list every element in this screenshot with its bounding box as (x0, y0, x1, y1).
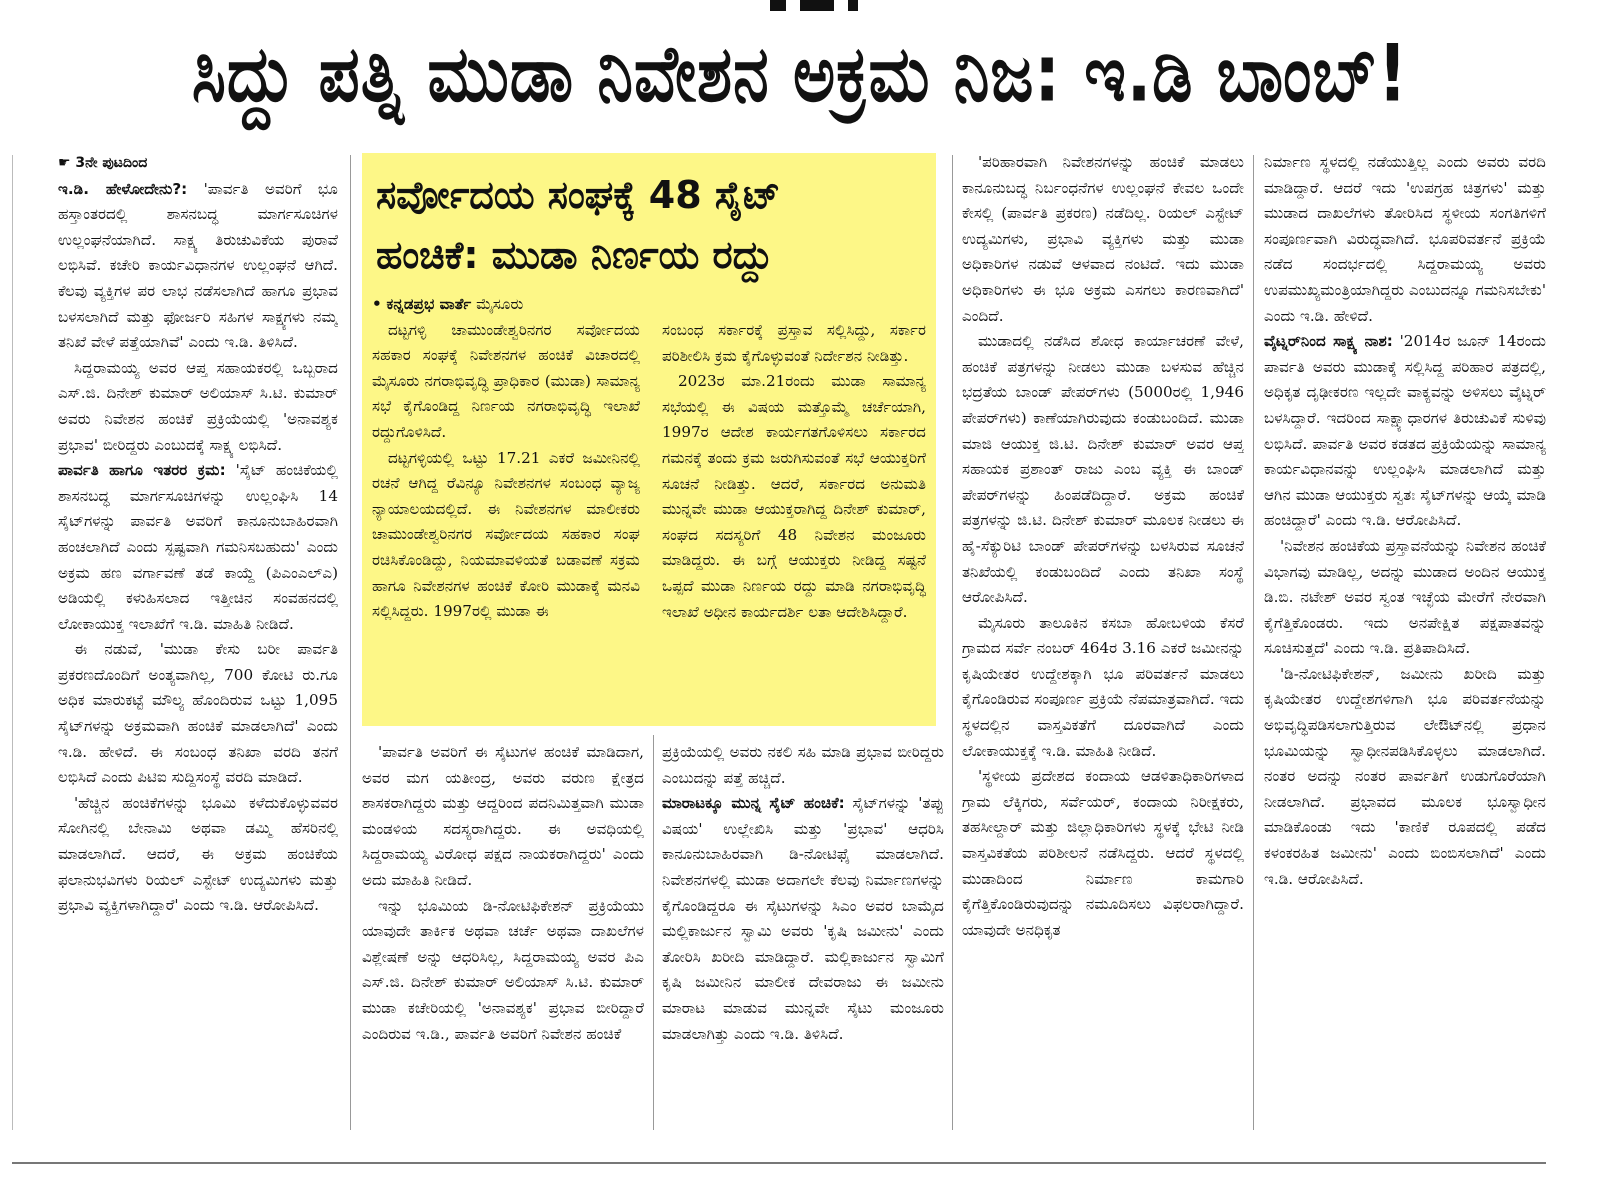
article-column-1 (58, 150, 338, 1135)
page-headline: ಸಿದ್ದು ಪತ್ನಿ ಮುಡಾ ನಿವೇಶನ ಅಕ್ರಮ ನಿಜ: ಇ.ಡಿ ಬಾಂಬ್! (191, 29, 1409, 121)
paragraph: 'ಹೆಚ್ಚಿನ ಹಂಚಿಕೆಗಳನ್ನು ಭೂಮಿ ಕಳೆದುಕೊಳ್ಳುವವರ ಸೋಗಿನಲ್ಲಿ ಬೇನಾಮಿ ಅಥವಾ ಡಮ್ಮಿ ಹೆಸರಿನಲ್ಲಿ ಮಾಡಲಾಗಿದೆ. ಆದರೆ, ಈ ಅಕ್ರಮ ಹಂಚಿಕೆಯ ಫಲಾನುಭವಿಗಳು ರಿಯಲ್ ಎಸ್ಟೇಟ್ ಉದ್ಯಮಿಗಳು ಮತ್ತು ಪ್ರಭಾವಿ ವ್ಯಕ್ತಿಗಳಾಗಿದ್ದಾರೆ' ಎಂದು ಇ.ಡಿ. ಆರೋಪಿಸಿದೆ. (58, 793, 338, 915)
box-column-1 (372, 292, 640, 720)
box-headline-line-1: ಸರ್ವೋದಯ ಸಂಘಕ್ಕೆ 48 ಸೈಟ್ (376, 173, 781, 217)
byline-place: ಮೈಸೂರು (476, 295, 524, 313)
paragraph: ಸೈಟ್‌ಗಳನ್ನು 'ತಪ್ಪು ವಿಷಯ' ಉಲ್ಲೇಖಿಸಿ ಮತ್ತು 'ಪ್ರಭಾವ' ಆಧರಿಸಿ ಕಾನೂನುಬಾಹಿರವಾಗಿ ಡಿ-ನೋಟಿಫೈ ಮಾಡಲಾಗಿದೆ. ನಿವೇಶನಗಳಲ್ಲಿ ಮುಡಾ ಅದಾಗಲೇ ಕೆಲವು ನಿರ್ಮಾಣಗಳನ್ನು ಕೈಗೊಂಡಿದ್ದರೂ ಈ ಸೈಟುಗಳನ್ನು ಸಿಎಂ ಅವರ ಬಾಮೈದ ಮಲ್ಲಿಕಾರ್ಜುನ ಸ್ವಾಮಿ ಅವರು 'ಕೃಷಿ ಜಮೀನು' ಎಂದು ತೋರಿಸಿ ಖರೀದಿ ಮಾಡಿದ್ದಾರೆ. ಮಲ್ಲಿಕಾರ್ಜುನ ಸ್ವಾಮಿಗೆ ಕೃಷಿ ಜಮೀನಿನ ಮಾಲೀಕ ದೇವರಾಜು ಈ ಜಮೀನು ಮಾರಾಟ ಮಾಡುವ ಮುನ್ನವೇ ಸೈಟು ಮಂಜೂರು ಮಾಡಲಾಗಿತ್ತು ಎಂದು ಇ.ಡಿ. ತಿಳಿಸಿದೆ. (662, 794, 944, 1043)
paragraph: ದಟ್ಟಗಳ್ಳಿ ಚಾಮುಂಡೇಶ್ವರಿನಗರ ಸರ್ವೋದಯ ಸಹಕಾರ ಸಂಘಕ್ಕೆ ನಿವೇಶನಗಳ ಹಂಚಿಕೆ ವಿಚಾರದಲ್ಲಿ ಮೈಸೂರು ನಗರಾಭಿವೃದ್ಧಿ ಪ್ರಾಧಿಕಾರ (ಮುಡಾ) ಸಾಮಾನ್ಯ ಸಭೆ ಕೈಗೊಂಡಿದ್ದ ನಿರ್ಣಯ ನಗರಾಭಿವೃದ್ಧಿ ಇಲಾಖೆ ರದ್ದುಗೊಳಿಸಿದೆ. (372, 320, 640, 441)
continued-from-page: ☛ 3ನೇ ಪುಟದಿಂದ (58, 155, 148, 171)
box-headline (376, 165, 924, 285)
paragraph: ಇನ್ನು ಭೂಮಿಯ ಡಿ-ನೋಟಿಫಿಕೇಶನ್ ಪ್ರಕ್ರಿಯೆಯು ಯಾವುದೇ ತಾರ್ಕಿಕ ಅಥವಾ ಚರ್ಚೆ ಅಥವಾ ದಾಖಲೆಗಳ ವಿಶ್ಲೇಷಣೆ ಅನ್ನು ಆಧರಿಸಿಲ್ಲ, ಸಿದ್ದರಾಮಯ್ಯ ಅವರ ಪಿಎ ಎಸ್.ಜಿ. ದಿನೇಶ್ ಕುಮಾರ್ ಅಲಿಯಾಸ್ ಸಿ.ಟಿ. ಕುಮಾರ್ ಮುಡಾ ಕಚೇರಿಯಲ್ಲಿ 'ಅನಾವಶ್ಯಕ' ಪ್ರಭಾವ ಬೀರಿದ್ದಾರೆ ಎಂದಿರುವ ಇ.ಡಿ., ಪಾರ್ವತಿ ಅವರಿಗೆ ನಿವೇಶನ ಹಂಚಿಕೆ (362, 896, 644, 1043)
paragraph: 'ಸೈಟ್ ಹಂಚಿಕೆಯಲ್ಲಿ ಶಾಸನಬದ್ಧ ಮಾರ್ಗಸೂಚಿಗಳನ್ನು ಉಲ್ಲಂಘಿಸಿ 14 ಸೈಟ್‌ಗಳನ್ನು ಪಾರ್ವತಿ ಅವರಿಗೆ ಕಾನೂನುಬಾಹಿರವಾಗಿ ಹಂಚಲಾಗಿದೆ ಎಂದು ಸ್ಪಷ್ಟವಾಗಿ ಗಮನಿಸಬಹುದು' ಎಂದು ಅಕ್ರಮ ಹಣ ವರ್ಗಾವಣೆ ತಡೆ ಕಾಯ್ದೆ (ಪಿಎಂಎಲ್ಎ) ಅಡಿಯಲ್ಲಿ ಕಳುಹಿಸಲಾದ ಇತ್ತೀಚಿನ ಸಂವಹನದಲ್ಲಿ ಲೋಕಾಯುಕ್ತ ಇಲಾಖೆಗೆ ಇ.ಡಿ. ಮಾಹಿತಿ ನೀಡಿದೆ. (58, 461, 338, 633)
column-rule (653, 735, 654, 1130)
paragraph: 'ಸ್ಥಳೀಯ ಪ್ರದೇಶದ ಕಂದಾಯ ಆಡಳಿತಾಧಿಕಾರಿಗಳಾದ ಗ್ರಾಮ ಲೆಕ್ಕಿಗರು, ಸರ್ವೆಯರ್, ಕಂದಾಯ ನಿರೀಕ್ಷಕರು, ತಹಸೀಲ್ದಾರ್ ಮತ್ತು ಜಿಲ್ಲಾಧಿಕಾರಿಗಳು ಸ್ಥಳಕ್ಕೆ ಭೇಟಿ ನೀಡಿ ವಾಸ್ತವಿಕತೆಯ ಪರಿಶೀಲನೆ ನಡೆಸಿದ್ದರು. ಆದರೆ ಸ್ಥಳದಲ್ಲಿ ಮುಡಾದಿಂದ ನಿರ್ಮಾಣ ಕಾಮಗಾರಿ ಕೈಗೆತ್ತಿಕೊಂಡಿರುವುದನ್ನು ನಮೂದಿಸಲು ವಿಫಲರಾಗಿದ್ದಾರೆ. ಯಾವುದೇ ಅನಧಿಕೃತ (962, 767, 1244, 939)
paragraph: '2014ರ ಜೂನ್ 14ರಂದು ಪಾರ್ವತಿ ಅವರು ಮುಡಾಕ್ಕೆ ಸಲ್ಲಿಸಿದ್ದ ಪರಿಹಾರ ಪತ್ರದಲ್ಲಿ, ಅಧಿಕೃತ ದೃಢೀಕರಣ ಇಲ್ಲದೇ ವಾಕ್ಯವನ್ನು ಅಳಿಸಲು ವೈಟ್ನರ್ ಬಳಸಿದ್ದಾರೆ. ಇದರಿಂದ ಸಾಕ್ಷ್ಯಾಧಾರಗಳ ತಿರುಚುವಿಕೆ ಸುಳಿವು ಲಭಿಸಿದೆ. ಪಾರ್ವತಿ ಅವರ ಕಡತದ ಪ್ರಕ್ರಿಯೆಯನ್ನು ಸಾಮಾನ್ಯ ಕಾರ್ಯವಿಧಾನವನ್ನು ಉಲ್ಲಂಘಿಸಿ ಮಾಡಲಾಗಿದೆ ಮತ್ತು ಆಗಿನ ಮುಡಾ ಆಯುಕ್ತರು ಸ್ವತಃ ಸೈಟ್‌ಗಳನ್ನು ಆಯ್ಕೆ ಮಾಡಿ ಹಂಚಿದ್ದಾರೆ' ಎಂದು ಇ.ಡಿ. ಆರೋಪಿಸಿದೆ. (1264, 332, 1546, 530)
box-column-2 (662, 318, 926, 720)
subhead-site-before-sale: ಮಾರಾಟಕ್ಕೂ ಮುನ್ನ ಸೈಟ್ ಹಂಚಿಕೆ: (662, 794, 845, 813)
bottom-page-rule (12, 1162, 1546, 1164)
paragraph: ಪ್ರಕ್ರಿಯೆಯಲ್ಲಿ ಅವರು ನಕಲಿ ಸಹಿ ಮಾಡಿ ಪ್ರಭಾವ ಬೀರಿದ್ದರು ಎಂಬುದನ್ನು ಪತ್ತೆ ಹಚ್ಚಿದೆ. (662, 743, 944, 787)
byline-source: ಕನ್ನಡಪ್ರಭ ವಾರ್ತೆ (386, 295, 472, 313)
paragraph: ಸಿದ್ದರಾಮಯ್ಯ ಅವರ ಆಪ್ತ ಸಹಾಯಕರಲ್ಲಿ ಒಬ್ಬರಾದ ಎಸ್.ಜಿ. ದಿನೇಶ್ ಕುಮಾರ್ ಅಲಿಯಾಸ್ ಸಿ.ಟಿ. ಕುಮಾರ್ ಅವರು ನಿವೇಶನ ಹಂಚಿಕೆ ಪ್ರಕ್ರಿಯೆಯಲ್ಲಿ 'ಅನಾವಶ್ಯಕ ಪ್ರಭಾವ' ಬೀರಿದ್ದರು ಎಂಬುದಕ್ಕೆ ಸಾಕ್ಷ್ಯ ಲಭಿಸಿದೆ. (58, 358, 338, 454)
paragraph: ದಟ್ಟಗಳ್ಳಿಯಲ್ಲಿ ಒಟ್ಟು 17.21 ಎಕರೆ ಜಮೀನಿನಲ್ಲಿ ರಚನೆ ಆಗಿದ್ದ ರೆವಿನ್ಯೂ ನಿವೇಶನಗಳ ಸಂಬಂಧ ವ್ಯಾಜ್ಯ ನ್ಯಾಯಾಲಯದಲ್ಲಿದೆ. ಈ ನಿವೇಶನಗಳ ಮಾಲೀಕರು ಚಾಮುಂಡೇಶ್ವರಿನಗರ ಸರ್ವೋದಯ ಸಹಕಾರ ಸಂಘ ರಚಿಸಿಕೊಂಡಿದ್ದು, ನಿಯಮಾವಳಿಯತೆ ಬಡಾವಣೆ ಸಕ್ರಮ ಹಾಗೂ ನಿವೇಶನಗಳ ಹಂಚಿಕೆ ಕೋರಿ ಮುಡಾಕ್ಕೆ ಮನವಿ ಸಲ್ಲಿಸಿದ್ದರು. 1997ರಲ್ಲಿ ಮುಡಾ ಈ (372, 448, 640, 621)
left-margin-rule (12, 155, 13, 1130)
paragraph: 2023ರ ಮಾ.21ರಂದು ಮುಡಾ ಸಾಮಾನ್ಯ ಸಭೆಯಲ್ಲಿ ಈ ವಿಷಯ ಮತ್ತೊಮ್ಮೆ ಚರ್ಚೆಯಾಗಿ, 1997ರ ಆದೇಶ ಕಾರ್ಯಗತಗೊಳಿಸಲು ಸರ್ಕಾರದ ಗಮನಕ್ಕೆ ತಂದು ಕ್ರಮ ಜರುಗಿಸುವಂತೆ ಸಭೆ ಆಯುಕ್ತರಿಗೆ ಸೂಚನೆ ನೀಡಿತ್ತು. ಆದರೆ, ಸರ್ಕಾರದ ಅನುಮತಿ ಮುನ್ನವೇ ಮುಡಾ ಆಯುಕ್ತರಾಗಿದ್ದ ದಿನೇಶ್ ಕುಮಾರ್, ಸಂಘದ ಸದಸ್ಯರಿಗೆ 48 ನಿವೇಶನ ಮಂಜೂರು ಮಾಡಿದ್ದರು. ಈ ಬಗ್ಗೆ ಆಯುಕ್ತರು ನೀಡಿದ್ದ ಸಷ್ಟನೆ ಒಪ್ಪದೆ ಮುಡಾ ನಿರ್ಣಯ ರದ್ದು ಮಾಡಿ ನಗರಾಭಿವೃದ್ಧಿ ಇಲಾಖೆ ಅಧೀನ ಕಾರ್ಯದರ್ಶಿ ಲತಾ ಆದೇಶಿಸಿದ್ದಾರೆ. (662, 372, 926, 621)
subhead-ed-says: ಇ.ಡಿ. ಹೇಳೋದೇನು?: (58, 179, 188, 198)
subhead-whitener-evidence: ವೈಟ್ನರ್‌ನಿಂದ ಸಾಕ್ಷ್ಯ ನಾಶ: (1264, 332, 1393, 351)
paragraph: ಮುಡಾದಲ್ಲಿ ನಡೆಸಿದ ಶೋಧ ಕಾರ್ಯಾಚರಣೆ ವೇಳೆ, ಹಂಚಿಕೆ ಪತ್ರಗಳನ್ನು ನೀಡಲು ಮುಡಾ ಬಳಸುವ ಹೆಚ್ಚಿನ ಭದ್ರತೆಯ ಬಾಂಡ್ ಪೇಪರ್‌ಗಳು (5000ರಲ್ಲಿ 1,946 ಪೇಪರ್‌ಗಳು) ಕಾಣೆಯಾಗಿರುವುದು ಕಂಡುಬಂದಿದೆ. ಮುಡಾ ಮಾಜಿ ಆಯುಕ್ತ ಜಿ.ಟಿ. ದಿನೇಶ್ ಕುಮಾರ್ ಅವರ ಆಪ್ತ ಸಹಾಯಕ ಪ್ರಶಾಂತ್ ರಾಜು ಎಂಬ ವ್ಯಕ್ತಿ ಈ ಬಾಂಡ್ ಪೇಪರ್‌ಗಳನ್ನು ಹಿಂಪಡೆದಿದ್ದಾರೆ. ಅಕ್ರಮ ಹಂಚಿಕೆ ಪತ್ರಗಳನ್ನು ಜಿ.ಟಿ. ದಿನೇಶ್ ಕುಮಾರ್ ಮೂಲಕ ನೀಡಲು ಈ ಹೈ-ಸೆಕ್ಯುರಿಟಿ ಬಾಂಡ್ ಪೇಪರ್‌ಗಳನ್ನು ಬಳಸಿರುವ ಸೂಚನೆ ತನಿಖೆಯಲ್ಲಿ ಕಂಡುಬಂದಿದೆ ಎಂದು ತನಿಖಾ ಸಂಸ್ಥೆ ಆರೋಪಿಸಿದೆ. (962, 332, 1244, 607)
column-rule (350, 155, 351, 1130)
paragraph: ನಿರ್ಮಾಣ ಸ್ಥಳದಲ್ಲಿ ನಡೆಯುತ್ತಿಲ್ಲ ಎಂದು ಅವರು ವರದಿ ಮಾಡಿದ್ದಾರೆ. ಆದರೆ ಇದು 'ಉಪಗ್ರಹ ಚಿತ್ರಗಳು' ಮತ್ತು ಮುಡಾದ ದಾಖಲೆಗಳು ತೋರಿಸಿದ ಸ್ಥಳೀಯ ಸಂಗತಿಗಳಿಗೆ ಸಂಪೂರ್ಣವಾಗಿ ವಿರುದ್ಧವಾಗಿದೆ. ಭೂಪರಿವರ್ತನೆ ಪ್ರಕ್ರಿಯೆ ನಡೆದ ಸಂದರ್ಭದಲ್ಲಿ ಸಿದ್ದರಾಮಯ್ಯ ಅವರು ಉಪಮುಖ್ಯಮಂತ್ರಿಯಾಗಿದ್ದರು ಎಂಬುದನ್ನೂ ಗಮನಿಸಬೇಕು' ಎಂದು ಇ.ಡಿ. ಹೇಳಿದೆ. (1264, 153, 1546, 325)
byline-bullet: • (372, 295, 382, 313)
box-headline-line-2: ಹಂಚಿಕೆ: ಮುಡಾ ನಿರ್ಣಯ ರದ್ದು (376, 233, 773, 277)
paragraph: 'ಪಾರ್ವತಿ ಅವರಿಗೆ ಈ ಸೈಟುಗಳ ಹಂಚಿಕೆ ಮಾಡಿದಾಗ, ಅವರ ಮಗ ಯತೀಂದ್ರ, ಅವರು ವರುಣ ಕ್ಷೇತ್ರದ ಶಾಸಕರಾಗಿದ್ದರು ಮತ್ತು ಆದ್ದರಿಂದ ಪದನಿಮಿತ್ತವಾಗಿ ಮುಡಾ ಮಂಡಳಿಯ ಸದಸ್ಯರಾಗಿದ್ದರು. ಈ ಅವಧಿಯಲ್ಲಿ ಸಿದ್ದರಾಮಯ್ಯ ವಿರೋಧ ಪಕ್ಷದ ನಾಯಕರಾಗಿದ್ದರು' ಎಂದು ಅದು ಮಾಹಿತಿ ನೀಡಿದೆ. (362, 743, 644, 889)
paragraph: 'ಪರಿಹಾರವಾಗಿ ನಿವೇಶನಗಳನ್ನು ಹಂಚಿಕೆ ಮಾಡಲು ಕಾನೂನುಬದ್ಧ ನಿರ್ಬಂಧನೆಗಳ ಉಲ್ಲಂಘನೆ ಕೇವಲ ಒಂದೇ ಕೇಸಲ್ಲಿ (ಪಾರ್ವತಿ ಪ್ರಕರಣ) ನಡೆದಿಲ್ಲ. ರಿಯಲ್ ಎಸ್ಟೇಟ್ ಉದ್ಯಮಿಗಳು, ಪ್ರಭಾವಿ ವ್ಯಕ್ತಿಗಳು ಮತ್ತು ಮುಡಾ ಅಧಿಕಾರಿಗಳ ನಡುವೆ ಆಳವಾದ ನಂಟಿದೆ. ಇದು ಮುಡಾ ಅಧಿಕಾರಿಗಳು ಈ ಭೂ ಅಕ್ರಮ ಎಸಗಲು ಕಾರಣವಾಗಿದೆ' ಎಂದಿದೆ. (962, 153, 1244, 325)
article-column-3 (662, 740, 944, 1135)
column-rule (952, 155, 953, 1130)
paragraph: 'ಪಾರ್ವತಿ ಅವರಿಗೆ ಭೂ ಹಸ್ತಾಂತರದಲ್ಲಿ ಶಾಸನಬದ್ಧ ಮಾರ್ಗಸೂಚಿಗಳ ಉಲ್ಲಂಘನೆಯಾಗಿದೆ. ಸಾಕ್ಷ್ಯ ತಿರುಚುವಿಕೆಯ ಪುರಾವೆ ಲಭಿಸಿವೆ. ಕಚೇರಿ ಕಾರ್ಯವಿಧಾನಗಳ ಉಲ್ಲಂಘನೆ ಆಗಿದೆ. ಕೆಲವು ವ್ಯಕ್ತಿಗಳ ಪರ ಲಾಭ ನಡೆಸಲಾಗಿದೆ ಹಾಗೂ ಪ್ರಭಾವ ಬಳಸಲಾಗಿದೆ ಮತ್ತು ಫೋರ್ಜರಿ ಸಹಿಗಳ ಸಾಕ್ಷ್ಯಗಳು ನಮ್ಮ ತನಿಖೆ ವೇಳೆ ಪತ್ತೆಯಾಗಿವೆ' ಎಂದು ಇ.ಡಿ. ತಿಳಿಸಿದೆ. (58, 179, 338, 352)
article-column-5 (1264, 150, 1546, 1135)
article-column-4 (962, 150, 1244, 1135)
paragraph: ಸಂಬಂಧ ಸರ್ಕಾರಕ್ಕೆ ಪ್ರಸ್ತಾವ ಸಲ್ಲಿಸಿದ್ದು, ಸರ್ಕಾರ ಪರಿಶೀಲಿಸಿ ಕ್ರಮ ಕೈಗೊಳ್ಳುವಂತೆ ನಿರ್ದೇಶನ ನೀಡಿತ್ತು. (662, 321, 926, 365)
article-column-2 (362, 740, 644, 1135)
column-rule (1253, 155, 1254, 1130)
paragraph: 'ಡಿ-ನೋಟಿಫಿಕೇಶನ್, ಜಮೀನು ಖರೀದಿ ಮತ್ತು ಕೃಷಿಯೇತರ ಉದ್ದೇಶಗಳಿಗಾಗಿ ಭೂ ಪರಿವರ್ತನೆಯನ್ನು ಅಭಿವೃದ್ಧಿಪಡಿಸಲಾಗುತ್ತಿರುವ ಲೇಔಟ್‌ನಲ್ಲಿ ಪ್ರಧಾನ ಭೂಮಿಯನ್ನು ಸ್ವಾಧೀನಪಡಿಸಿಕೊಳ್ಳಲು ಮಾಡಲಾಗಿದೆ. ನಂತರ ಅದನ್ನು ನಂತರ ಪಾರ್ವತಿಗೆ ಉಡುಗೊರೆಯಾಗಿ ನೀಡಲಾಗಿದೆ. ಪ್ರಭಾವದ ಮೂಲಕ ಭೂಸ್ವಾಧೀನ ಮಾಡಿಕೊಂಡು ಇದು 'ಕಾಣಿಕೆ ರೂಪದಲ್ಲಿ ಪಡೆದ ಕಳಂಕರಹಿತ ಜಮೀನು' ಎಂದು ಬಿಂಬಿಸಲಾಗಿದೆ' ಎಂದು ಇ.ಡಿ. ಆರೋಪಿಸಿದೆ. (1264, 664, 1546, 888)
paragraph: ಮೈಸೂರು ತಾಲೂಕಿನ ಕಸಬಾ ಹೋಬಳಿಯ ಕೆಸರೆ ಗ್ರಾಮದ ಸರ್ವೆ ನಂಬರ್ 464ರ 3.16 ಎಕರೆ ಜಮೀನನ್ನು ಕೃಷಿಯೇತರ ಉದ್ದೇಶಕ್ಕಾಗಿ ಭೂ ಪರಿವರ್ತನೆ ಮಾಡಲು ಕೈಗೊಂಡಿರುವ ಸಂಪೂರ್ಣ ಪ್ರಕ್ರಿಯೆ ನೆಪಮಾತ್ರವಾಗಿದೆ. ಇದು ಸ್ಥಳದಲ್ಲಿನ ವಾಸ್ತವಿಕತೆಗೆ ದೂರವಾಗಿದೆ ಎಂದು ಲೋಕಾಯುಕ್ತಕ್ಕೆ ಇ.ಡಿ. ಮಾಹಿತಿ ನೀಡಿದೆ. (962, 613, 1244, 760)
subhead-parvathi-action: ಪಾರ್ವತಿ ಹಾಗೂ ಇತರರ ಕ್ರಮ: (58, 461, 226, 480)
paragraph: 'ನಿವೇಶನ ಹಂಚಿಕೆಯ ಪ್ರಸ್ತಾವನೆಯನ್ನು ನಿವೇಶನ ಹಂಚಿಕೆ ವಿಭಾಗವು ಮಾಡಿಲ್ಲ, ಅದನ್ನು ಮುಡಾದ ಅಂದಿನ ಆಯುಕ್ತ ಡಿ.ಬಿ. ನಟೇಶ್ ಅವರ ಸ್ವಂತ ಇಚ್ಛೆಯ ಮೇರೆಗೆ ನೇರವಾಗಿ ಕೈಗೆತ್ತಿಕೊಂಡರು. ಇದು ಅನಪೇಕ್ಷಿತ ಪಕ್ಷಪಾತವನ್ನು ಸೂಚಿಸುತ್ತದೆ' ಎಂದು ಇ.ಡಿ. ಪ್ರತಿಪಾದಿಸಿದೆ. (1264, 536, 1546, 658)
byline (372, 292, 640, 318)
paragraph: ಈ ನಡುವೆ, 'ಮುಡಾ ಕೇಸು ಬರೀ ಪಾರ್ವತಿ ಪ್ರಕರಣದೊಂದಿಗೆ ಅಂತ್ಯವಾಗಿಲ್ಲ, 700 ಕೋಟಿ ರು.ಗೂ ಅಧಿಕ ಮಾರುಕಟ್ಟೆ ಮೌಲ್ಯ ಹೊಂದಿರುವ ಒಟ್ಟು 1,095 ಸೈಟ್‌ಗಳನ್ನು ಅಕ್ರಮವಾಗಿ ಹಂಚಿಕೆ ಮಾಡಲಾಗಿದೆ' ಎಂದು ಇ.ಡಿ. ಹೇಳಿದೆ. ಈ ಸಂಬಂಧ ತನಿಖಾ ವರದಿ ತನಗೆ ಲಭಿಸಿದೆ ಎಂದು ಪಿಟಿಐ ಸುದ್ದಿಸಂಸ್ಥೆ ವರದಿ ಮಾಡಿದೆ. (58, 640, 338, 787)
